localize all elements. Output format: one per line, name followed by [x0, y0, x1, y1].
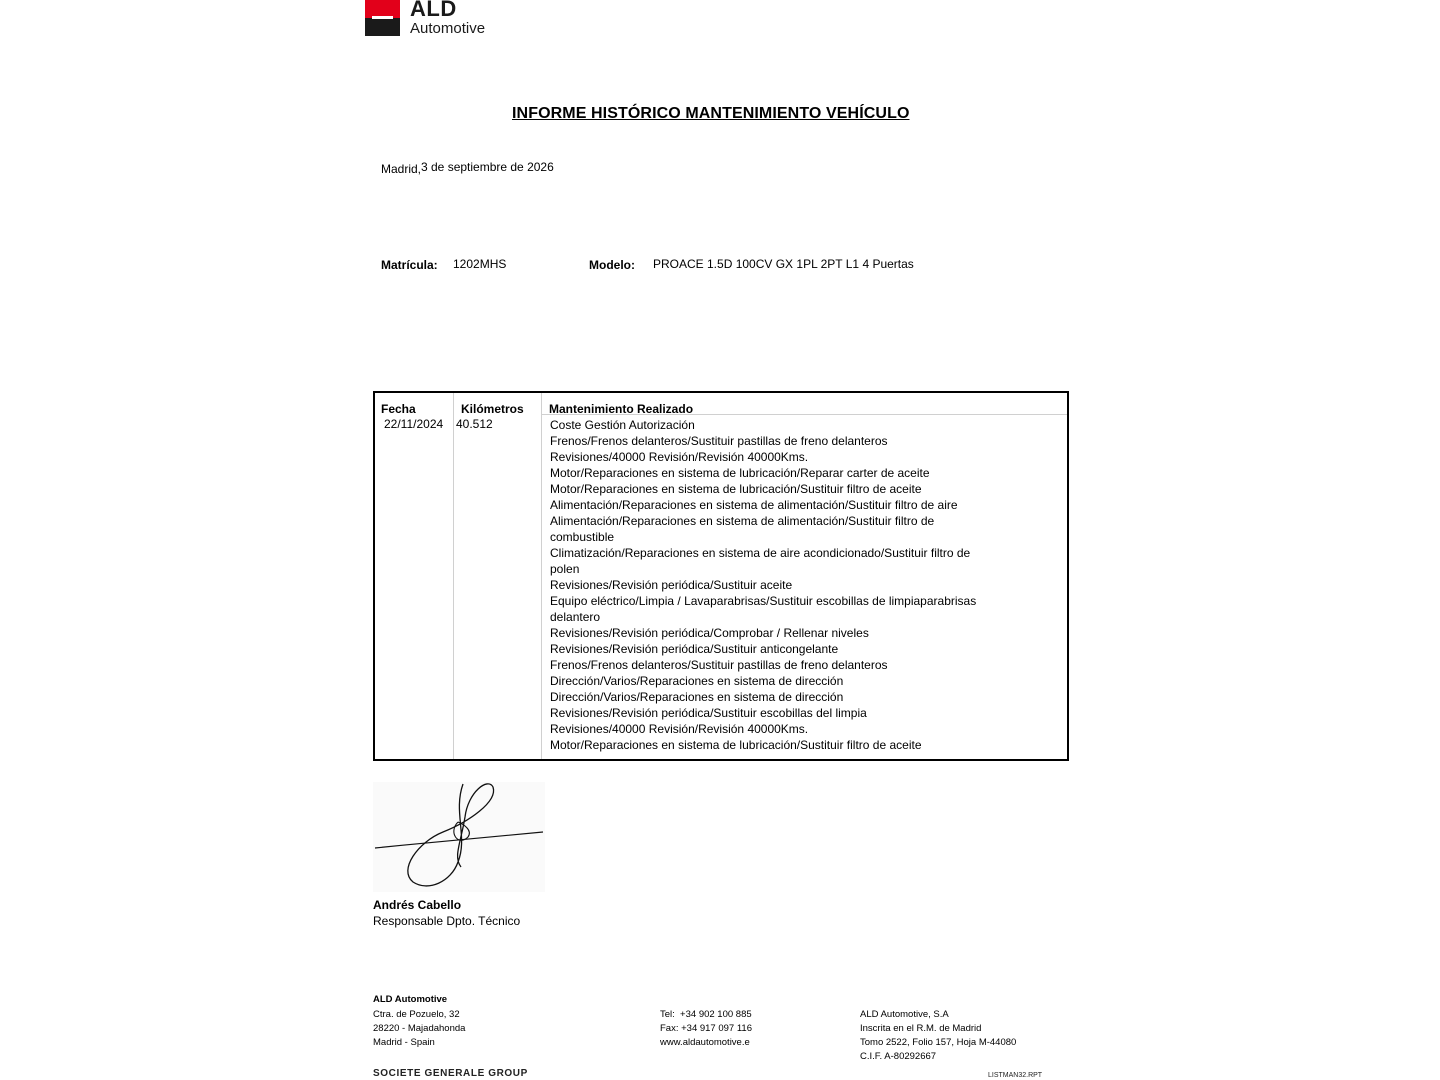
model-value: PROACE 1.5D 100CV GX 1PL 2PT L1 4 Puertas — [653, 257, 914, 271]
list-item: Climatización/Reparaciones en sistema de aire acondicionado/Sustituir filtro de — [550, 546, 971, 560]
list-item: polen — [550, 562, 580, 576]
list-item: Revisiones/Revisión periódica/Sustituir aceite — [550, 578, 793, 592]
header-km: Kilómetros — [461, 402, 524, 416]
logo-mark — [365, 0, 400, 36]
list-item: Motor/Reparaciones en sistema de lubricación/Reparar carter de aceite — [550, 466, 930, 480]
list-item: Motor/Reparaciones en sistema de lubricación/Sustituir filtro de aceite — [550, 738, 922, 752]
list-item: Revisiones/Revisión periódica/Sustituir escobillas del limpia — [550, 706, 867, 720]
plate-label: Matrícula: — [381, 258, 438, 272]
ald-logo-icon — [365, 0, 500, 36]
list-item: Frenos/Frenos delanteros/Sustituir pastillas de freno delanteros — [550, 658, 888, 672]
footer-contact — [660, 1008, 752, 1050]
footer-address-line: 28220 - Majadahonda — [373, 1023, 466, 1034]
list-item: Revisiones/40000 Revisión/Revisión 40000Kms. — [550, 722, 809, 736]
logo-sub: Automotive — [410, 20, 486, 37]
logo-brand: ALD — [410, 0, 457, 21]
column-divider — [541, 393, 542, 759]
list-item: Frenos/Frenos delanteros/Sustituir pastillas de freno delanteros — [550, 434, 888, 448]
footer-group: SOCIETE GENERALE GROUP — [373, 1068, 528, 1079]
document-place: Madrid, — [381, 162, 422, 176]
list-item: Equipo eléctrico/Limpia / Lavaparabrisas/Sustituir escobillas de limpiaparabrisas — [550, 594, 977, 608]
handwritten-signature-icon — [373, 782, 545, 892]
list-item: Coste Gestión Autorización — [550, 418, 695, 432]
plate-value: 1202MHS — [453, 257, 507, 271]
maintenance-list — [550, 417, 976, 753]
footer-legal-line: ALD Automotive, S.A — [860, 1009, 949, 1020]
signer-role: Responsable Dpto. Técnico — [373, 914, 521, 928]
list-item: Dirección/Varios/Reparaciones en sistema de dirección — [550, 690, 844, 704]
footer-address-line: Ctra. de Pozuelo, 32 — [373, 1009, 460, 1020]
column-divider — [453, 393, 454, 759]
footer-address-line: Madrid - Spain — [373, 1037, 435, 1048]
footer-address — [373, 1008, 465, 1050]
list-item: delantero — [550, 610, 601, 624]
footer-fax: Fax: +34 917 097 116 — [660, 1023, 752, 1034]
entry-date: 22/11/2024 — [384, 417, 444, 431]
header-date: Fecha — [381, 402, 416, 416]
footer-website[interactable]: www.aldautomotive.e — [660, 1037, 750, 1048]
report-code: LISTMAN32.RPT — [988, 1072, 1043, 1079]
list-item: Alimentación/Reparaciones en sistema de alimentación/Sustituir filtro de aire — [550, 498, 958, 512]
list-item: Alimentación/Reparaciones en sistema de alimentación/Sustituir filtro de — [550, 514, 935, 528]
document-date: 3 de septiembre de 2026 — [421, 160, 554, 174]
model-label: Modelo: — [589, 258, 635, 272]
footer-legal-line: C.I.F. A-80292667 — [860, 1051, 937, 1062]
footer-phone: Tel: +34 902 100 885 — [660, 1009, 752, 1020]
header-maintenance: Mantenimiento Realizado — [549, 402, 694, 416]
list-item: Revisiones/40000 Revisión/Revisión 40000Kms. — [550, 450, 809, 464]
list-item: Revisiones/Revisión periódica/Sustituir anticongelante — [550, 642, 839, 656]
list-item: Revisiones/Revisión periódica/Comprobar / Rellenar niveles — [550, 626, 869, 640]
footer-company: ALD Automotive — [373, 994, 448, 1005]
entry-km: 40.512 — [456, 417, 493, 431]
list-item: combustible — [550, 530, 615, 544]
maintenance-table — [373, 391, 1069, 761]
footer-legal-line: Inscrita en el R.M. de Madrid — [860, 1023, 982, 1034]
list-item: Motor/Reparaciones en sistema de lubricación/Sustituir filtro de aceite — [550, 482, 922, 496]
footer-legal — [860, 1008, 1016, 1064]
footer-legal-line: Tomo 2522, Folio 157, Hoja M-44080 — [860, 1037, 1017, 1048]
signer-name: Andrés Cabello — [373, 898, 462, 912]
page-title: INFORME HISTÓRICO MANTENIMIENTO VEHÍCULO — [512, 105, 910, 122]
list-item: Dirección/Varios/Reparaciones en sistema de dirección — [550, 674, 844, 688]
